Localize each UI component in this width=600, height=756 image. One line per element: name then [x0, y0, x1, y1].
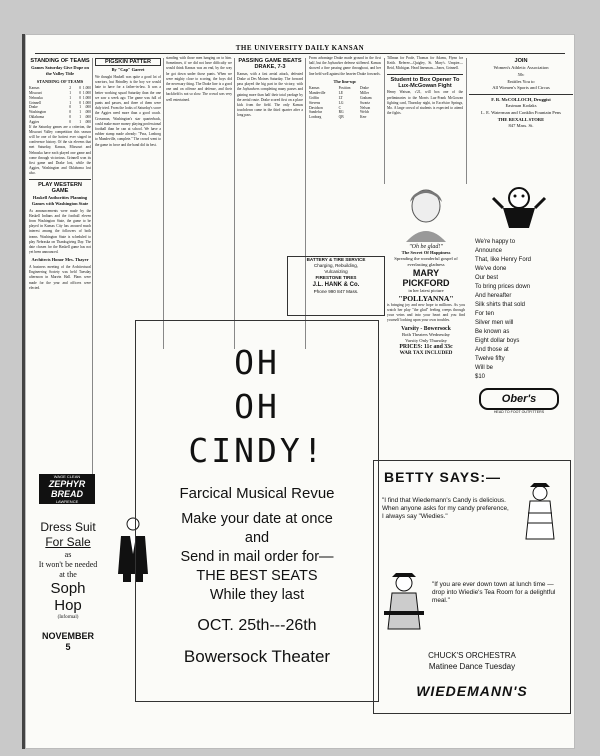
- standing-table-header: STANDING OF TEAMS: [36, 78, 84, 84]
- battery-line2: Vulcanizing: [324, 269, 348, 274]
- pigskin-article: We thought Haskell was quite a good lot of warriors, but Brindley is the boy we would hate to have for a father-in-law. It was a better working squad Saturday than the one we saw a week ago. The game was full of punts and passes, and three of them were duly tried. From the looks of Saturday's score the Aggies need more than a good coach. Crossman, Washington's star quarterback, could make more money playing professional football than he can at school. We have a rubber stamp made already: "Pass, Lonborg to Mandeville, complete." The crowd went to the game in force and the band did its best.: [95, 75, 161, 147]
- druggist-brands2: L. E. Waterman and Conklin Fountain Pens: [481, 109, 561, 115]
- team-name: Oklahoma: [29, 114, 44, 119]
- obers-line: We've done: [475, 266, 507, 272]
- pct: 1.000: [82, 90, 91, 95]
- pickford-portrait-icon: [396, 184, 456, 242]
- pct: .000: [84, 119, 91, 124]
- cell: QB: [338, 115, 344, 120]
- cell: Kerr: [360, 115, 367, 120]
- passing-column: [237, 56, 303, 276]
- join-line1: Women's Athletic Association: [493, 65, 549, 71]
- dress-line7: Hop: [54, 597, 82, 614]
- cell: Drake: [360, 86, 369, 91]
- store-address: 847 Mass. St.: [508, 123, 534, 129]
- obers-tagline: HEAD TO FOOT OUTFITTERS: [493, 410, 545, 414]
- team-name: Missouri: [29, 90, 42, 95]
- betty-title: BETTY SAYS:—: [384, 469, 502, 485]
- pollyanna-note1: Both Theaters Wednesday: [402, 332, 450, 337]
- obers-line: For ten: [475, 311, 495, 317]
- pollyanna-body: is bringing joy and new hope to millions. As you watch her play "the glad" feeling creeps through your veins and into your heart and you find yourself looking upon your own troubles.: [387, 303, 465, 322]
- column-rule: [234, 58, 235, 349]
- cell: LG: [338, 100, 344, 105]
- star-first-name: MARY: [412, 268, 440, 278]
- standing-table: [29, 86, 91, 124]
- orchestra-line2: Matinee Dance Tuesday: [428, 662, 516, 671]
- zephyr-line1: WAGE CLEAN: [53, 474, 81, 479]
- betty-quote2: "If you are ever down town at lunch time — drop into Wiedie's Tea Room for a delightful meal.": [432, 581, 556, 604]
- wiedemanns-brand: WIEDEMANN'S: [416, 683, 528, 699]
- western-article: As announcements were made by the Haskell Indians and the football eleven from Washington State, the game to be played in Kansas City has aroused much interest among the followers of both teams. Washington State is scheduled to play Nebraska on Thanksgiving Day. The date chosen for the Haskell game has not yet been announced.: [29, 208, 91, 255]
- obers-ad: [467, 184, 571, 454]
- cell: LT: [338, 96, 343, 100]
- sports-column: [29, 56, 91, 496]
- pct: 1.000: [82, 100, 91, 105]
- subhead-standing: Games Saturday Give Dope on the Valley Title: [31, 65, 89, 76]
- lineup-header: The line-up:: [333, 78, 357, 84]
- cindy-theater: Bowersock Theater: [183, 647, 331, 666]
- subhead-architects: Architects Honor Mrs. Thayer: [31, 257, 89, 263]
- dress-suit-ad: [33, 520, 103, 720]
- cell: Position: [338, 86, 351, 91]
- pct: 1.000: [82, 95, 91, 100]
- obers-text: [475, 238, 571, 382]
- boxer-article: Henry Watson, c'21, will box one of the preliminaries to the Morris Lux-Frank McGowan fighting card, Thursday night, in Excelsior Springs, Mo. A large crowd of students is expected to attend the fights.: [387, 90, 463, 116]
- headline-boxer: Student to Box Opener To Lux-McGowan Fight: [390, 76, 460, 90]
- battery-title: BATTERY & TIRE SERVICE: [306, 257, 366, 262]
- dress-line2: For Sale: [45, 535, 91, 549]
- pct: 1.000: [82, 86, 91, 91]
- passing-article-continued: From advantage Drake made ground in the first half, but the Jayhawker defense stiffened. Kansas showed a fine passing game throughout, and her line held well against the heavier Drake forwards.: [309, 56, 381, 76]
- divider: [469, 94, 573, 95]
- cindy-revue-ad: [135, 320, 379, 702]
- pct: .000: [84, 114, 91, 119]
- tillman-column: [387, 56, 463, 196]
- battery-phones: Phone 990 847 Mass.: [313, 289, 359, 294]
- cell: Mandeville: [309, 91, 326, 96]
- column-rule: [163, 58, 164, 349]
- pollyanna-star3: in her latest picture: [408, 288, 444, 293]
- losses: 0: [79, 86, 81, 91]
- cell: Sandefur: [309, 110, 322, 115]
- column-rule: [384, 58, 385, 184]
- battery-brand: FIRESTONE TIRES: [315, 275, 357, 280]
- team-name: Washington: [29, 110, 47, 115]
- obers-line: Eight dollar boys: [475, 338, 520, 344]
- headline-pigskin: PIGSKIN PATTER: [95, 58, 161, 66]
- byline: By "Cap" Garret: [111, 67, 145, 73]
- architects-article: A business meeting of the Architectural Engineering Society was held Tuesday afternoon in Marvin Hall. Plans were made for the year and officers were elected.: [29, 265, 91, 290]
- obers-line: $10: [475, 374, 486, 380]
- pollyanna-ad: [387, 184, 465, 454]
- wins: 1: [69, 100, 71, 105]
- column-rule: [92, 58, 93, 499]
- team-name: Kansas: [29, 86, 40, 91]
- lineup-column: [309, 56, 381, 278]
- zephyr-line4: LAWRENCE: [55, 499, 79, 504]
- obers-line: Will be: [475, 365, 494, 371]
- losses: 1: [79, 119, 81, 124]
- cell: C: [338, 105, 342, 110]
- cell: RG: [338, 110, 344, 115]
- headline-western: PLAY WESTERN GAME: [38, 181, 82, 194]
- dress-line10: 5: [65, 642, 71, 652]
- cindy-revue: Farcical Musical Revue: [179, 485, 335, 502]
- dress-line4: It won't be needed: [38, 560, 98, 569]
- cell: Kansas: [309, 86, 320, 91]
- losses: 0: [79, 90, 81, 95]
- obers-line: Announce: [475, 248, 503, 254]
- zephyr-line2: ZEPHYR: [48, 479, 86, 489]
- wins: 0: [69, 119, 71, 124]
- cell: Welch: [360, 110, 370, 115]
- star-last-name: PICKFORD: [402, 278, 450, 288]
- cell: Lonborg: [309, 115, 322, 120]
- cell: Swartz: [360, 100, 370, 105]
- obers-line: And those at: [475, 347, 509, 353]
- orchestra-line1: CHUCK'S ORCHESTRA: [428, 651, 516, 660]
- obers-line: Be known as: [475, 329, 510, 335]
- betty-quote1: "I find that Wiedemann's Candy is delicious. When anyone asks for my candy preference, I always say "Wiedies.": [382, 497, 509, 520]
- team-name: Nebraska: [29, 95, 43, 100]
- losses: 0: [79, 100, 81, 105]
- theater-names: Varsity - Bowersock: [401, 326, 451, 332]
- masthead: THE UNIVERSITY DAILY KANSAN: [35, 44, 565, 54]
- cindy-dates: OCT. 25th---26th: [197, 617, 317, 634]
- obers-logo: Ober's: [479, 388, 559, 410]
- cindy-body2: and: [244, 530, 270, 546]
- mascot-figure-icon: [489, 184, 549, 234]
- cindy-line1: OH: [234, 343, 280, 382]
- battery-company: J.L. HANK & Co.: [312, 282, 360, 288]
- team-name: Drake: [29, 105, 38, 110]
- pollyanna-note2: Varsity Only Thursday: [405, 338, 447, 343]
- pollyanna-caption: "Oh be glad!": [409, 244, 443, 250]
- obers-line: To bring prices down: [475, 284, 531, 290]
- dress-line3: as: [64, 550, 72, 559]
- tax-note: WAR TAX INCLUDED: [399, 350, 453, 356]
- newspaper-page: [22, 34, 575, 749]
- obers-line: Twelve fifty: [475, 356, 505, 362]
- headline-passing: PASSING GAME BEATS DRAKE, 7-3: [238, 58, 302, 71]
- diner-figure-icon: [382, 571, 426, 631]
- betty-figure-icon: [520, 483, 560, 543]
- cell: Nelson: [360, 105, 371, 110]
- betty-says-ad: [373, 460, 571, 714]
- cindy-body4: THE BEST SEATS: [196, 568, 318, 584]
- wins: 1: [69, 90, 71, 95]
- losses: 0: [79, 95, 81, 100]
- store-name: THE REXALL STORE: [497, 116, 545, 122]
- movie-title: "POLLYANNA": [398, 294, 454, 303]
- battery-ad: [287, 256, 385, 316]
- dress-line1: Dress Suit: [40, 520, 96, 534]
- column-rule: [466, 58, 467, 184]
- pigskin-column: [95, 56, 161, 346]
- join-line2: 50c: [517, 72, 525, 77]
- prices: PRICES: 11c and 33c: [399, 344, 453, 350]
- divider: [29, 179, 91, 180]
- obers-line: And hereafter: [475, 293, 512, 299]
- cindy-body5: While they last: [209, 587, 305, 603]
- waa-ad: [469, 56, 573, 196]
- cindy-line2: OH: [234, 387, 280, 426]
- wins: 0: [69, 114, 71, 119]
- team-name: Aggies: [29, 119, 40, 124]
- wins: 0: [69, 105, 71, 110]
- obers-line: Silver men will: [475, 320, 514, 326]
- pct: .000: [84, 110, 91, 115]
- headline-standing: STANDING OF TEAMS: [30, 58, 90, 64]
- team-name: Grinnell: [29, 100, 41, 105]
- join-line3: Entitles You to: [507, 78, 535, 84]
- obers-line: Silk shirts that sold: [475, 302, 526, 308]
- lineup-table: [309, 86, 381, 120]
- join-line4: All Women's Sports and Circus: [492, 85, 550, 91]
- pollyanna-subtitle: The Secret Of Happiness: [401, 250, 451, 255]
- pigskin-continued-column: [166, 56, 232, 346]
- pigskin-article-continued: standing with those men hanging on to him. Sometimes, if we did not have difficulty we would think Kansas was an end, by the way he got down under those punts. When we were mighty close to scoring, the boys did the necessary thing. The Drake line is a good one and on offense and defense, and their backfield is not so slow. The crowd was very well entertained.: [166, 56, 232, 102]
- divider: [387, 74, 463, 75]
- cell: Miller: [360, 91, 369, 96]
- pollyanna-desc: Spreading the wonderful gospel of everlasting gladness: [394, 256, 458, 267]
- obers-line: We're happy to: [475, 239, 516, 245]
- standing-article: If the Saturday games are a criterion, the Missouri Valley competition this season will be one of the hottest ever staged in conference history. Of the six elevens that met Saturday, Kansas, Missouri and Nebraska have each played one game and come through victorious. Grinnell won its first game and Drake lost, while the Aggies, Washington and Oklahoma lost also.: [29, 124, 91, 176]
- dress-line6: Soph: [50, 580, 86, 597]
- battery-line1: Charging, Rebuilding,: [313, 263, 359, 268]
- table-row: [309, 115, 381, 120]
- cell: Davidson: [309, 105, 323, 110]
- wins: 1: [69, 95, 71, 100]
- passing-article: Kansas, with a fast aerial attack, defeated Drake at Des Moines Saturday. The forward pass played the big part in the victory, with the Jayhawkers completing many passes and gaining more than half their total yardage by the aerial route. Drake scored first on a place kick from the field. The only Kansas touchdown came in the third quarter after a long pass.: [237, 71, 303, 118]
- losses: 1: [79, 114, 81, 119]
- druggist-brands: Eastman Kodaks: [505, 103, 537, 109]
- cell: Graham: [360, 96, 372, 100]
- cindy-line3: CINDY!: [188, 431, 326, 470]
- zephyr-bread-ad: [39, 474, 95, 504]
- cindy-body3: Send in mail order for—: [180, 549, 334, 565]
- dress-line5: at the: [59, 570, 77, 579]
- subhead-western: Haskell Authorities Planning Games with Washington State: [31, 195, 89, 206]
- wins: 2: [69, 86, 71, 91]
- obers-line: That, like Henry Ford: [475, 257, 532, 263]
- druggist-name: F. R. McCOLLOCH, Druggist: [491, 96, 551, 102]
- zephyr-line3: BREAD: [50, 489, 83, 499]
- pct: .000: [84, 105, 91, 110]
- obers-line: Our best: [475, 275, 499, 281]
- cell: Stevens: [309, 100, 321, 105]
- cell: Griffin: [309, 96, 319, 100]
- cell: LE: [338, 91, 344, 96]
- cindy-body1: Make your date at once: [181, 511, 333, 527]
- losses: 1: [79, 105, 81, 110]
- join-title: JOIN: [514, 58, 528, 64]
- losses: 1: [79, 110, 81, 115]
- dress-line9: NOVEMBER: [41, 631, 94, 641]
- dress-line8: (Informal): [57, 615, 79, 620]
- tillman-article: Tillman for Poole, Thomas for Adams, Flynn for Keith. Referee—Quigley, St. Mary's. Umpire—Reid, Michigan. Head linesman—Jones, Grinnell.: [387, 56, 463, 71]
- wins: 0: [69, 110, 71, 115]
